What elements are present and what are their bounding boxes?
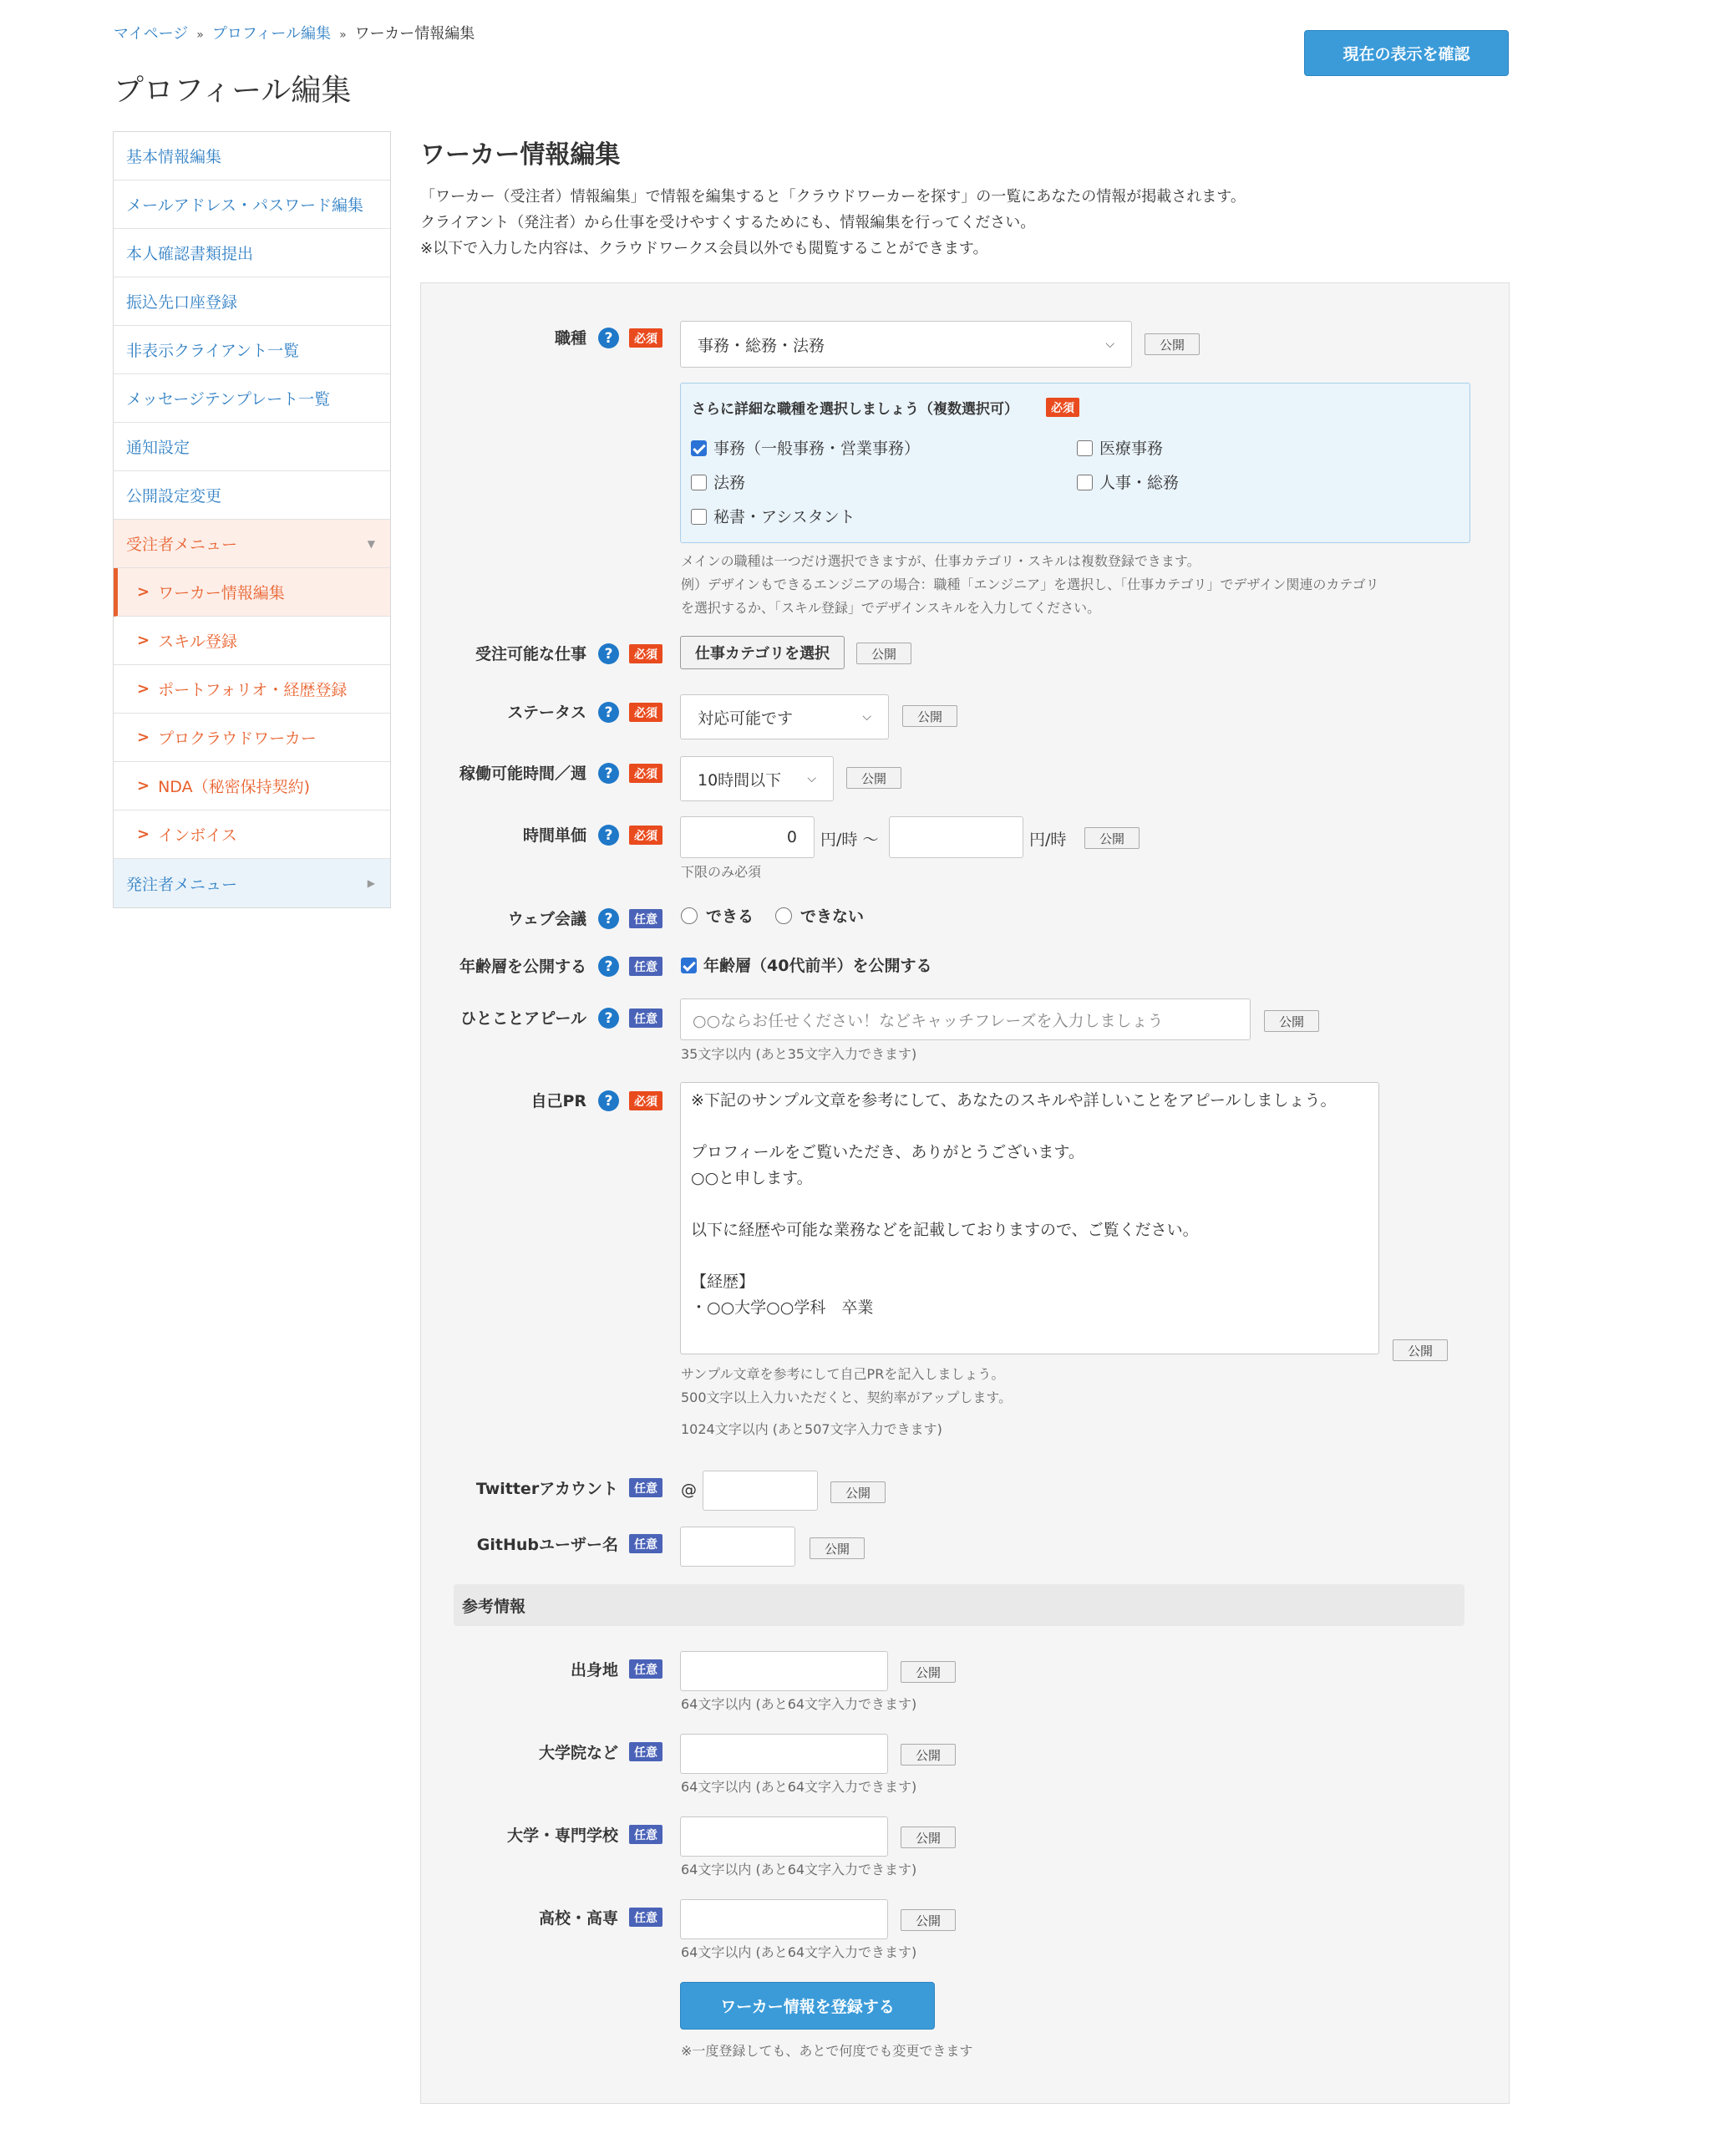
breadcrumb-current: ワーカー情報編集 xyxy=(354,25,475,43)
rate-unit: 円/時 xyxy=(1029,831,1067,849)
chevron-right-icon: > xyxy=(137,583,150,601)
job-type-help xyxy=(681,550,1379,620)
rate-tilde: 〜 xyxy=(862,831,879,849)
radio-web-meeting-yes[interactable] xyxy=(681,904,754,927)
github-input[interactable] xyxy=(680,1527,795,1567)
age-public-label: 年齢層を公開する xyxy=(459,958,586,976)
university-label: 大学・専門学校 xyxy=(506,1827,618,1845)
self-pr-help xyxy=(681,1363,1012,1410)
radio-web-meeting-no[interactable] xyxy=(775,904,864,927)
rate-unit xyxy=(820,827,878,850)
appeal-help: 35文字以内 (あと35文字入力できます) xyxy=(681,1046,917,1062)
public-toggle[interactable]: 公開 xyxy=(901,1661,956,1683)
required-badge: 必須 xyxy=(629,644,662,663)
submit-worker-info-button[interactable]: ワーカー情報を登録する xyxy=(680,1982,935,2030)
status-label: ステータス xyxy=(507,704,586,722)
help-icon[interactable]: ? xyxy=(598,643,619,664)
radio-label: できる xyxy=(706,907,754,926)
sidebar-recv-menu-label: 受注者メニュー xyxy=(126,536,238,554)
sidebar xyxy=(113,131,391,908)
job-type-select[interactable] xyxy=(680,321,1132,368)
checkbox-general-office[interactable] xyxy=(691,436,920,459)
checkbox-label: 年齢層（40代前半）を公開する xyxy=(703,957,932,975)
hours-select[interactable] xyxy=(680,756,834,801)
chevron-down-icon: ⌵ xyxy=(807,772,816,785)
chevron-down-icon: ⌵ xyxy=(1105,338,1114,351)
checkbox-label: 人事・総務 xyxy=(1099,474,1180,492)
high-school-label: 高校・高専 xyxy=(538,1909,618,1928)
sidebar-item-notifications[interactable]: 通知設定 xyxy=(114,423,390,471)
help-icon[interactable]: ? xyxy=(598,908,619,929)
sidebar-recv-menu[interactable] xyxy=(114,520,390,568)
help-icon[interactable]: ? xyxy=(598,825,619,846)
caret-right-icon: ▶ xyxy=(367,877,375,889)
sidebar-item-invoice[interactable] xyxy=(114,810,390,859)
help-icon[interactable]: ? xyxy=(598,1090,619,1111)
hours-value: 10時間以下 xyxy=(698,770,782,790)
available-work-label: 受注可能な仕事 xyxy=(475,645,586,663)
sidebar-item-nda[interactable] xyxy=(114,762,390,810)
chevron-down-icon: ⌵ xyxy=(862,710,871,724)
job-type-value: 事務・総務・法務 xyxy=(698,336,825,355)
self-pr-count: 1024文字以内 (あと507文字入力できます) xyxy=(681,1421,942,1437)
checkbox-hr[interactable] xyxy=(1077,470,1179,493)
help-icon[interactable]: ? xyxy=(598,328,619,348)
caret-down-icon: ▼ xyxy=(367,537,375,550)
rate-unit-text: 円/時 xyxy=(820,831,858,849)
public-toggle[interactable]: 公開 xyxy=(846,767,901,789)
chevron-right-icon: > xyxy=(137,729,150,746)
view-current-display-button[interactable]: 現在の表示を確認 xyxy=(1304,30,1509,76)
twitter-at-sign: @ xyxy=(681,1481,697,1499)
help-line: 500文字以上入力いただくと、契約率がアップします。 xyxy=(681,1390,1013,1405)
sidebar-item-portfolio[interactable] xyxy=(114,665,390,714)
job-type-label: 職種 xyxy=(554,329,586,348)
chevron-right-icon: > xyxy=(137,680,150,698)
sidebar-send-menu[interactable] xyxy=(114,859,390,907)
breadcrumb-separator: » xyxy=(339,28,347,42)
public-toggle[interactable]: 公開 xyxy=(1264,1010,1319,1032)
help-icon[interactable]: ? xyxy=(598,956,619,977)
required-badge: 必須 xyxy=(1046,398,1079,417)
radio-icon xyxy=(775,907,792,924)
optional-badge: 任意 xyxy=(629,1534,662,1553)
radio-label: できない xyxy=(800,907,865,926)
hometown-input[interactable] xyxy=(680,1651,888,1691)
optional-badge: 任意 xyxy=(629,1908,662,1927)
section-title: ワーカー情報編集 xyxy=(420,140,621,170)
chevron-right-icon: > xyxy=(137,826,150,843)
select-category-button[interactable]: 仕事カテゴリを選択 xyxy=(680,636,845,669)
status-select[interactable] xyxy=(680,694,889,739)
sidebar-item-public-settings[interactable]: 公開設定変更 xyxy=(114,471,390,520)
status-value: 対応可能です xyxy=(698,709,794,728)
chevron-right-icon: > xyxy=(137,777,150,795)
public-toggle[interactable]: 公開 xyxy=(1084,827,1140,849)
breadcrumb xyxy=(114,22,475,43)
optional-badge: 任意 xyxy=(629,1009,662,1028)
sidebar-item-hidden-clients[interactable]: 非表示クライアント一覧 xyxy=(114,326,390,374)
help-icon[interactable]: ? xyxy=(598,1008,619,1029)
checkbox-icon xyxy=(1077,440,1093,456)
checkbox-icon xyxy=(691,509,707,525)
sidebar-send-menu-label: 発注者メニュー xyxy=(126,875,238,894)
optional-badge: 任意 xyxy=(629,1742,662,1761)
appeal-input[interactable]: ○○ならお任せください！などキャッチフレーズを入力しましょう xyxy=(680,998,1251,1040)
optional-badge: 任意 xyxy=(629,1825,662,1844)
sidebar-item-label: ポートフォリオ・経歴登録 xyxy=(158,681,348,699)
github-label: GitHubユーザー名 xyxy=(476,1536,618,1554)
appeal-label: ひとことアピール xyxy=(460,1009,586,1028)
high-school-input[interactable] xyxy=(680,1899,888,1939)
intro-text xyxy=(420,184,1506,262)
public-toggle[interactable]: 公開 xyxy=(901,1827,956,1848)
age-public-checkbox[interactable] xyxy=(681,953,931,976)
help-icon[interactable]: ? xyxy=(598,702,619,723)
required-badge: 必須 xyxy=(629,703,662,722)
rate-help: 下限のみ必須 xyxy=(681,864,762,880)
checkbox-medical-office[interactable] xyxy=(1077,436,1163,459)
public-toggle[interactable]: 公開 xyxy=(830,1481,886,1503)
checkbox-icon xyxy=(1077,475,1093,490)
checkbox-label: 事務（一般事務・営業事務） xyxy=(713,439,921,458)
sidebar-item-label: NDA（秘密保持契約) xyxy=(158,778,311,796)
checkbox-legal[interactable] xyxy=(691,470,745,493)
optional-badge: 任意 xyxy=(629,909,662,928)
hometown-label: 出身地 xyxy=(570,1661,618,1679)
page-title: プロフィール編集 xyxy=(114,74,352,108)
web-meeting-label: ウェブ会議 xyxy=(507,910,586,928)
sub-job-type-title: さらに詳細な職種を選択しましょう（複数選択可） xyxy=(692,401,1018,418)
help-line: を選択するか、「スキル登録」でデザインスキルを入力してください。 xyxy=(681,600,1101,616)
reference-section-header: 参考情報 xyxy=(454,1584,1464,1626)
chevron-right-icon: > xyxy=(137,632,150,649)
sidebar-item-skills[interactable] xyxy=(114,617,390,665)
optional-badge: 任意 xyxy=(629,957,662,976)
self-pr-label: 自己PR xyxy=(530,1092,586,1110)
checkbox-checked-icon xyxy=(681,958,697,973)
public-toggle[interactable]: 公開 xyxy=(1145,333,1200,355)
sidebar-item-label: ワーカー情報編集 xyxy=(158,584,285,602)
help-line: メインの職種は一つだけ選択できますが、仕事カテゴリ・スキルは複数登録できます。 xyxy=(681,553,1200,569)
checkbox-icon xyxy=(691,475,707,490)
university-help: 64文字以内 (あと64文字入力できます) xyxy=(681,1862,917,1877)
sidebar-item-pro-worker[interactable] xyxy=(114,714,390,762)
sidebar-item-label: スキル登録 xyxy=(158,633,237,651)
checkbox-label: 秘書・アシスタント xyxy=(713,508,855,526)
hometown-help: 64文字以内 (あと64文字入力できます) xyxy=(681,1696,917,1712)
breadcrumb-separator: » xyxy=(196,28,204,42)
checkbox-label: 法務 xyxy=(713,474,746,492)
public-toggle[interactable]: 公開 xyxy=(902,705,957,727)
checkbox-checked-icon xyxy=(691,440,707,456)
rate-min-input[interactable]: 0 xyxy=(680,816,815,858)
required-badge: 必須 xyxy=(629,764,662,783)
intro-line: クライアント（発注者）から仕事を受けやすくするためにも、情報編集を行ってください。 xyxy=(420,214,1036,231)
intro-line: 「ワーカー（受注者）情報編集」で情報を編集すると「クラウドワーカーを探す」の一覧にあなたの情報が掲載されます。 xyxy=(420,188,1246,206)
required-badge: 必須 xyxy=(629,1091,662,1110)
graduate-school-label: 大学院など xyxy=(538,1744,618,1762)
public-toggle[interactable]: 公開 xyxy=(901,1744,956,1766)
optional-badge: 任意 xyxy=(629,1478,662,1497)
breadcrumb-profile-edit[interactable]: プロフィール編集 xyxy=(211,25,332,43)
sidebar-item-label: インボイス xyxy=(158,826,237,845)
intro-line: ※以下で入力した内容は、クラウドワークス会員以外でも閲覧することができます。 xyxy=(420,240,988,257)
high-school-help: 64文字以内 (あと64文字入力できます) xyxy=(681,1944,917,1960)
hourly-rate-label: 時間単価 xyxy=(522,826,586,845)
public-toggle[interactable]: 公開 xyxy=(856,643,911,664)
public-toggle[interactable]: 公開 xyxy=(810,1537,865,1559)
public-toggle[interactable]: 公開 xyxy=(901,1909,956,1931)
checkbox-label: 医療事務 xyxy=(1099,439,1164,458)
radio-icon xyxy=(681,907,698,924)
sidebar-item-worker-info[interactable] xyxy=(114,568,390,617)
help-line: サンプル文章を参考にして自己PRを記入しましょう。 xyxy=(681,1366,1005,1382)
help-icon[interactable]: ? xyxy=(598,763,619,784)
sidebar-item-message-templates[interactable]: メッセージテンプレート一覧 xyxy=(114,374,390,423)
required-badge: 必須 xyxy=(629,826,662,845)
university-input[interactable] xyxy=(680,1816,888,1857)
required-badge: 必須 xyxy=(629,328,662,348)
sidebar-item-label: プロクラウドワーカー xyxy=(158,729,317,748)
checkbox-secretary[interactable] xyxy=(691,505,855,527)
sidebar-item-identity-docs[interactable]: 本人確認書類提出 xyxy=(114,229,390,277)
sidebar-item-email-password[interactable]: メールアドレス・パスワード編集 xyxy=(114,180,390,229)
rate-max-input[interactable] xyxy=(889,816,1023,858)
twitter-input[interactable] xyxy=(703,1471,818,1511)
graduate-school-input[interactable] xyxy=(680,1734,888,1774)
help-line: 例）デザインもできるエンジニアの場合：職種「エンジニア」を選択し、「仕事カテゴリ」でデザイン関連のカテゴリ xyxy=(681,577,1379,592)
submit-note: ※一度登録しても、あとで何度でも変更できます xyxy=(681,2043,973,2059)
self-pr-textarea[interactable]: ※下記のサンプル文章を参考にして、あなたのスキルや詳しいことをアピールしましょう。 プロフィールをご覧いただき、ありがとうございます。 ○○と申します。 以下に経歴や可能な業務などを記載しておりますので、ご覧ください。 【経歴】 ・○○大学○○学科 卒業 xyxy=(680,1082,1379,1354)
graduate-school-help: 64文字以内 (あと64文字入力できます) xyxy=(681,1779,917,1795)
sidebar-item-bank-account[interactable]: 振込先口座登録 xyxy=(114,277,390,326)
breadcrumb-mypage[interactable]: マイページ xyxy=(114,25,189,43)
sidebar-item-basic-info[interactable]: 基本情報編集 xyxy=(114,132,390,180)
public-toggle[interactable]: 公開 xyxy=(1393,1339,1448,1361)
twitter-label: Twitterアカウント xyxy=(475,1480,618,1498)
optional-badge: 任意 xyxy=(629,1659,662,1679)
hours-label: 稼働可能時間／週 xyxy=(459,765,586,783)
